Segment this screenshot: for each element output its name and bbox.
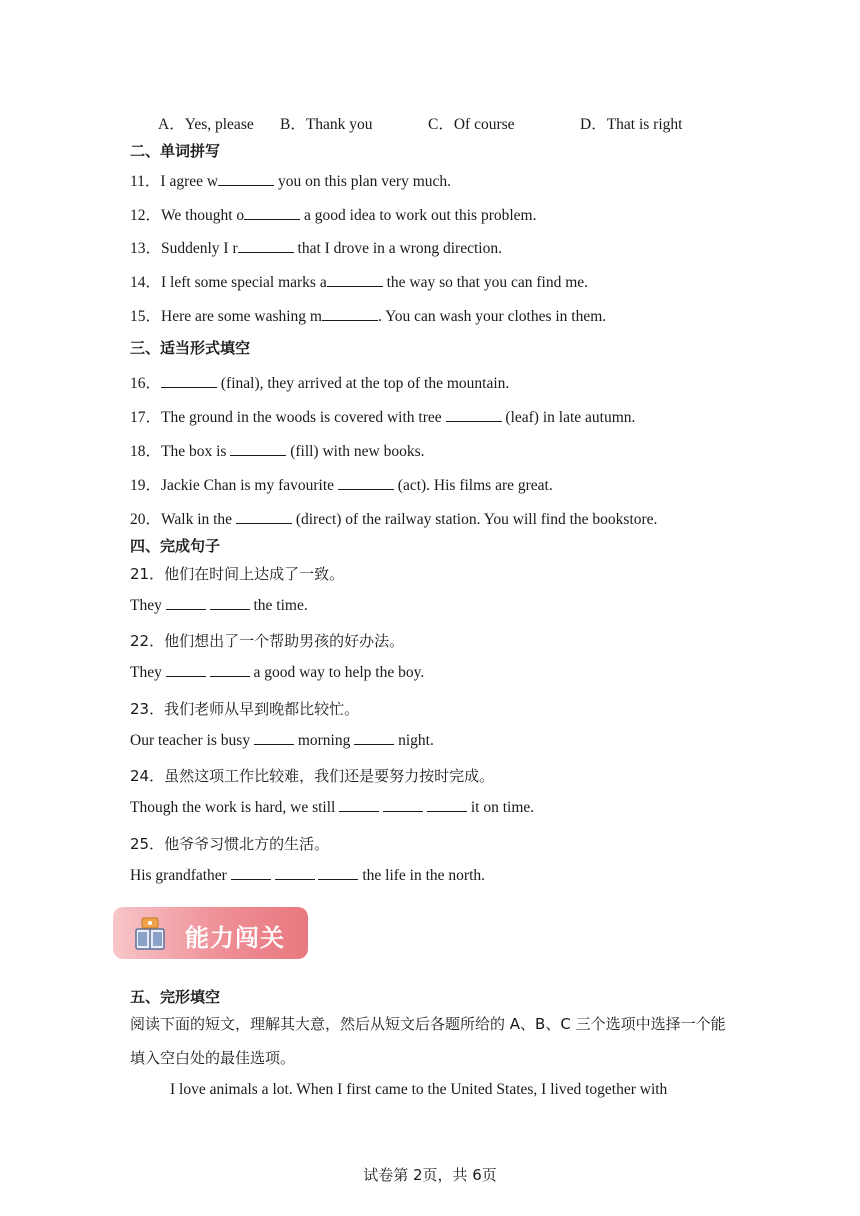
option-d: D．That is right — [580, 116, 683, 133]
answer-blank[interactable] — [166, 664, 206, 677]
answer-blank[interactable] — [166, 597, 206, 610]
question-text: 12．We thought o — [130, 207, 245, 224]
answer-blank[interactable] — [427, 799, 467, 812]
question-15 — [130, 304, 606, 326]
question-text: 20．Walk in the — [130, 511, 236, 528]
question-text: His grandfather — [130, 867, 231, 884]
question-text: Our teacher is busy — [130, 732, 254, 749]
question-25 — [130, 867, 485, 885]
page-footer: 试卷第 2页，共 6页 — [363, 1166, 497, 1184]
answer-blank[interactable] — [244, 207, 300, 220]
question-text: 13．Suddenly I r — [130, 240, 238, 257]
book-icon — [133, 915, 167, 951]
question-text: morning — [293, 732, 355, 749]
question-21 — [130, 597, 308, 615]
question-text: 17．The ground in the woods is covered with tree — [130, 409, 446, 426]
option-c: C．Of course — [428, 116, 515, 133]
question-text: They — [130, 664, 166, 681]
section-title-spelling: 二、单词拼写 — [130, 142, 221, 160]
question-25-chinese: 25．他爷爷习惯北方的生活。 — [130, 835, 330, 853]
answer-blank[interactable] — [238, 240, 294, 253]
answer-blank[interactable] — [218, 173, 274, 186]
answer-blank[interactable] — [231, 867, 271, 880]
question-20 — [130, 507, 657, 529]
answer-blank[interactable] — [161, 375, 217, 388]
question-text: it on time. — [466, 799, 535, 816]
question-text: . You can wash your clothes in them. — [377, 308, 607, 325]
answer-blank[interactable] — [339, 799, 379, 812]
answer-blank[interactable] — [230, 443, 286, 456]
question-text: the time. — [249, 597, 308, 614]
answer-blank[interactable] — [236, 511, 292, 524]
question-text: a good idea to work out this problem. — [300, 207, 537, 224]
question-text: They — [130, 597, 166, 614]
answer-blank[interactable] — [354, 732, 394, 745]
banner-title: 能力闯关 — [185, 924, 285, 952]
cloze-passage: I love animals a lot. When I first came to the United States, I lived together with — [170, 1081, 668, 1098]
question-11 — [130, 169, 451, 191]
question-18 — [130, 439, 425, 461]
section-title-complete-sentences: 四、完成句子 — [130, 537, 221, 555]
question-text: the way so that you can find me. — [382, 274, 589, 291]
answer-blank[interactable] — [338, 477, 394, 490]
question-17 — [130, 405, 635, 427]
question-text: (direct) of the railway station. You will find the bookstore. — [291, 511, 658, 528]
question-text: (act). His films are great. — [393, 477, 553, 494]
answer-blank[interactable] — [254, 732, 294, 745]
question-16 — [130, 371, 509, 393]
answer-blank[interactable] — [210, 664, 250, 677]
question-19 — [130, 473, 553, 495]
section-title-cloze: 五、完形填空 — [130, 988, 221, 1006]
option-b: B．Thank you — [280, 116, 373, 133]
answer-blank[interactable] — [318, 867, 358, 880]
question-14 — [130, 270, 588, 292]
question-text: (final), they arrived at the top of the mountain. — [217, 375, 510, 392]
question-text: a good way to help the boy. — [249, 664, 425, 681]
question-text: that I drove in a wrong direction. — [293, 240, 502, 257]
question-21-chinese: 21．他们在时间上达成了一致。 — [130, 565, 345, 583]
question-24 — [130, 799, 534, 817]
answer-blank[interactable] — [210, 597, 250, 610]
cloze-instruction: 阅读下面的短文，理解其大意，然后从短文后各题所给的 A、B、C 三个选项中选择一个能填入空白处的最佳选项。 — [130, 1015, 726, 1067]
section-title-word-forms: 三、适当形式填空 — [130, 339, 251, 357]
question-text: 15．Here are some washing m — [130, 308, 322, 325]
option-a: A．Yes, please — [158, 116, 254, 133]
question-text: 11．I agree w — [130, 173, 219, 190]
question-22 — [130, 664, 424, 682]
question-22-chinese: 22．他们想出了一个帮助男孩的好办法。 — [130, 632, 405, 650]
answer-blank[interactable] — [322, 308, 378, 321]
question-text: 16． — [130, 375, 162, 392]
question-23 — [130, 732, 434, 750]
question-text: 14．I left some special marks a — [130, 274, 327, 291]
question-text: the life in the north. — [358, 867, 486, 884]
answer-blank[interactable] — [446, 409, 502, 422]
question-13 — [130, 236, 502, 258]
question-text: night. — [394, 732, 434, 749]
question-text: you on this plan very much. — [274, 173, 452, 190]
question-text: (fill) with new books. — [286, 443, 425, 460]
question-text: 19．Jackie Chan is my favourite — [130, 477, 338, 494]
answer-blank[interactable] — [275, 867, 315, 880]
question-text: 18．The box is — [130, 443, 231, 460]
section-banner — [113, 907, 308, 959]
question-12 — [130, 203, 536, 225]
answer-blank[interactable] — [327, 274, 383, 287]
question-text: (leaf) in late autumn. — [501, 409, 636, 426]
question-23-chinese: 23．我们老师从早到晚都比较忙。 — [130, 700, 360, 718]
question-text: Though the work is hard, we still — [130, 799, 340, 816]
answer-blank[interactable] — [383, 799, 423, 812]
question-24-chinese: 24．虽然这项工作比较难，我们还是要努力按时完成。 — [130, 767, 495, 785]
